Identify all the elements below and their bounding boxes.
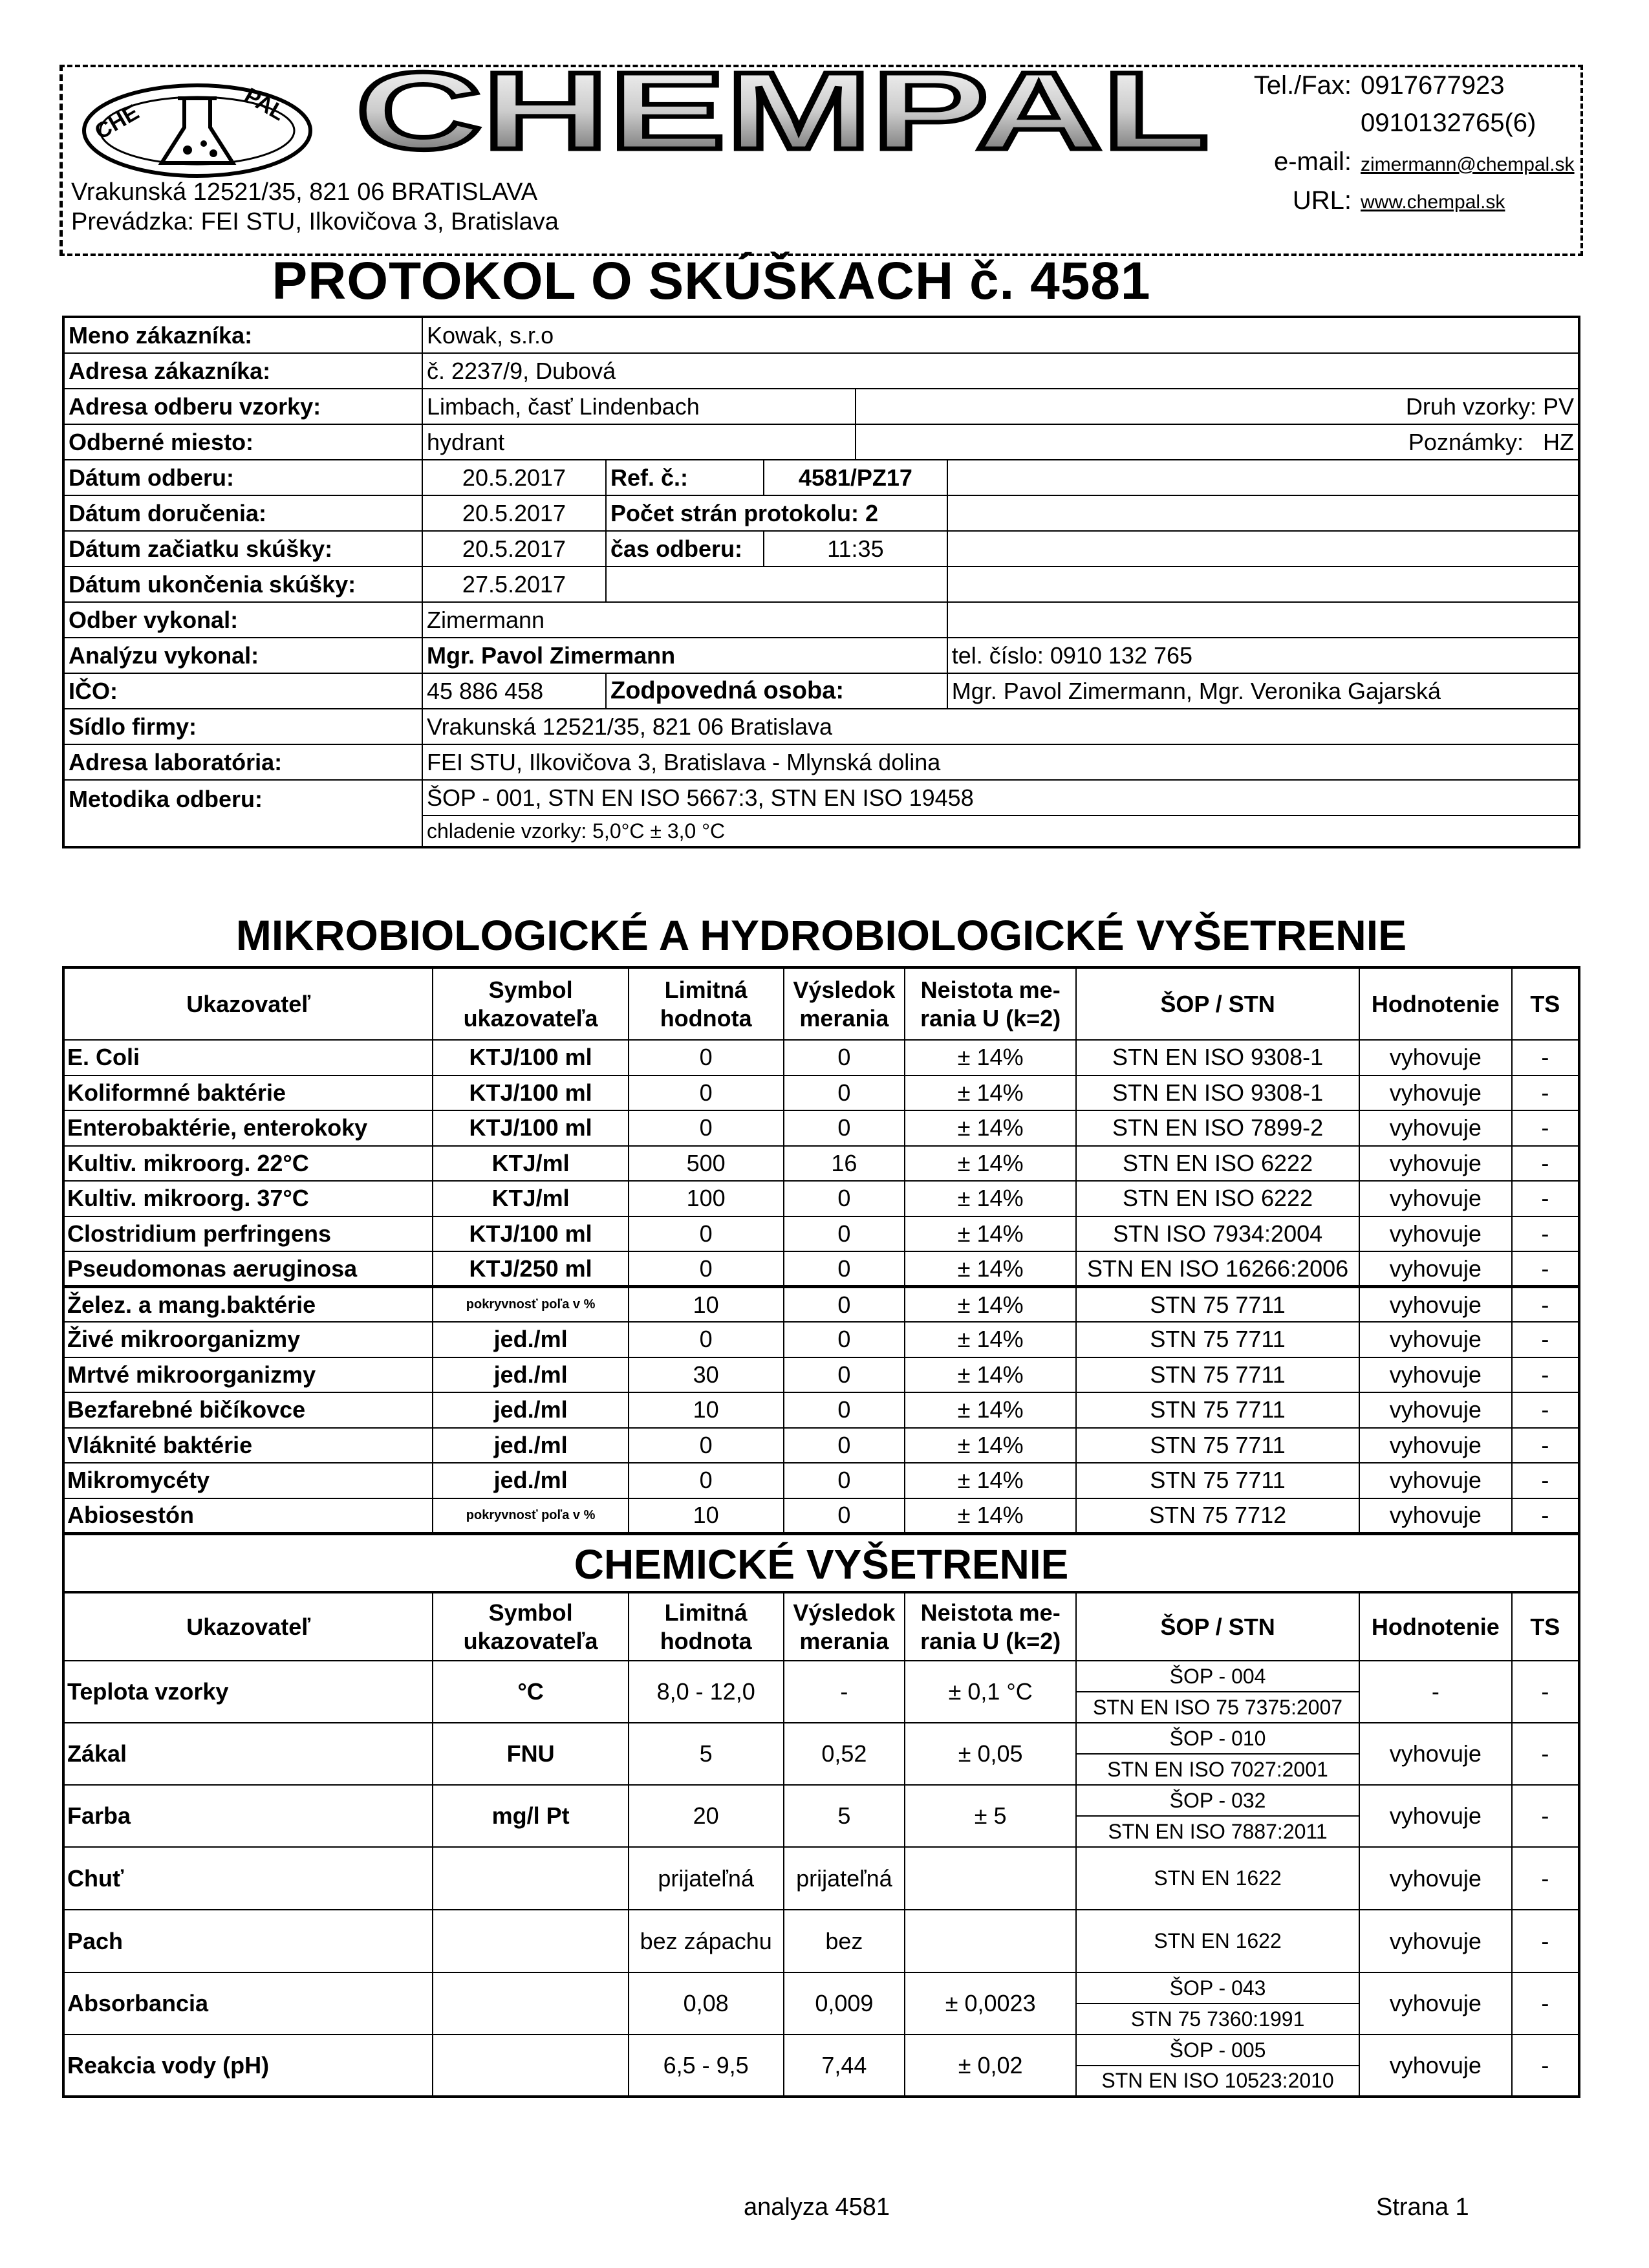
chempal-logo-emblem <box>71 72 323 182</box>
indicator-name: Želez. a mang.baktérie <box>63 1287 433 1323</box>
limit-value: 8,0 - 12,0 <box>629 1661 784 1723</box>
indicator-name: Kultiv. mikroorg. 22°C <box>63 1146 433 1182</box>
sop-standard: STN 75 7711 <box>1076 1357 1359 1393</box>
evaluation: vyhovuje <box>1359 1392 1512 1428</box>
chem-col-result <box>784 1592 905 1661</box>
uncertainty-value: ± 14% <box>905 1216 1076 1252</box>
sop-standard: STN EN ISO 9308-1 <box>1076 1040 1359 1075</box>
customer-name: Kowak, s.r.o <box>422 317 1579 353</box>
result-value: 0 <box>784 1498 905 1534</box>
footer-page-number: Strana 1 <box>1376 2194 1469 2221</box>
sop-standard: STN EN ISO 6222 <box>1076 1146 1359 1182</box>
sample-place-label: Odberné miesto: <box>63 424 422 460</box>
table-row <box>63 1146 1579 1182</box>
ico-value: 45 886 458 <box>422 673 606 709</box>
indicator-symbol: jed./ml <box>433 1322 628 1357</box>
table-row <box>63 1216 1579 1252</box>
limit-value: 0 <box>629 1075 784 1111</box>
chem-col-ts: TS <box>1512 1592 1579 1661</box>
ts-value: - <box>1512 1785 1579 1847</box>
sop-standard: STN 75 7712 <box>1076 1498 1359 1534</box>
limit-value: prijateľná <box>629 1847 784 1910</box>
chem-col-indicator: Ukazovateľ <box>63 1592 433 1661</box>
indicator-name: Teplota vzorky <box>63 1661 433 1723</box>
sop-code: ŠOP - 043 <box>1076 1972 1359 2003</box>
lab-address-label: Adresa laboratória: <box>63 744 422 780</box>
footer-analysis-id: analyza 4581 <box>744 2194 890 2221</box>
indicator-symbol: mg/l Pt <box>433 1785 628 1847</box>
limit-value: 0 <box>629 1110 784 1146</box>
col-symbol <box>433 967 628 1040</box>
email-link[interactable]: zimermann@chempal.sk <box>1361 154 1575 175</box>
limit-value: 100 <box>629 1181 784 1216</box>
sop-standard: STN 75 7711 <box>1076 1392 1359 1428</box>
table-row <box>63 1181 1579 1216</box>
sop-standard: STN EN ISO 7027:2001 <box>1076 1754 1359 1785</box>
evaluation: vyhovuje <box>1359 1498 1512 1534</box>
address-line-1: Vrakunská 12521/35, 821 06 BRATISLAVA <box>71 178 538 206</box>
sop-code: ŠOP - 005 <box>1076 2035 1359 2066</box>
analysed-by-label: Analýzu vykonal: <box>63 638 422 673</box>
result-value: 0 <box>784 1463 905 1498</box>
ts-value: - <box>1512 1910 1579 1972</box>
chem-col-limit-line1: Limitná <box>664 1599 748 1626</box>
seat-label: Sídlo firmy: <box>63 709 422 744</box>
lab-address: FEI STU, Ilkovičova 3, Bratislava - Mlynská dolina <box>422 744 1579 780</box>
indicator-name: Pach <box>63 1910 433 1972</box>
uncertainty-value: ± 14% <box>905 1357 1076 1393</box>
brand-name: CHEMPAL <box>356 65 1209 162</box>
col-indicator: Ukazovateľ <box>63 967 433 1040</box>
responsible-person: Mgr. Pavol Zimermann, Mgr. Veronika Gajarská <box>947 673 1579 709</box>
date-end-label: Dátum ukončenia skúšky: <box>63 567 422 602</box>
chem-col-sop: ŠOP / STN <box>1076 1592 1359 1661</box>
limit-value: 500 <box>629 1146 784 1182</box>
ts-value: - <box>1512 1040 1579 1075</box>
indicator-symbol: KTJ/250 ml <box>433 1251 628 1287</box>
table-row <box>63 1498 1579 1534</box>
evaluation: vyhovuje <box>1359 1181 1512 1216</box>
date-start: 20.5.2017 <box>422 531 606 567</box>
col-limit <box>629 967 784 1040</box>
time-label: čas odberu: <box>606 531 764 567</box>
sop-standard: STN EN ISO 9308-1 <box>1076 1075 1359 1111</box>
email-label: e-mail: <box>1273 147 1352 176</box>
result-value: 0 <box>784 1357 905 1393</box>
limit-value: 5 <box>629 1723 784 1785</box>
indicator-name: Absorbancia <box>63 1972 433 2035</box>
chem-col-symbol-line2: ukazovateľa <box>463 1627 598 1654</box>
result-value: bez <box>784 1910 905 1972</box>
indicator-symbol: FNU <box>433 1723 628 1785</box>
chem-col-uncertainty <box>905 1592 1076 1661</box>
indicator-name: Zákal <box>63 1723 433 1785</box>
svg-text:PAL: PAL <box>240 83 290 126</box>
table-row <box>63 1357 1579 1393</box>
uncertainty-value: ± 14% <box>905 1251 1076 1287</box>
evaluation: vyhovuje <box>1359 1075 1512 1111</box>
table-row <box>63 1322 1579 1357</box>
indicator-symbol: KTJ/100 ml <box>433 1110 628 1146</box>
uncertainty-value: ± 14% <box>905 1110 1076 1146</box>
indicator-name: Živé mikroorganizmy <box>63 1322 433 1357</box>
sop-standard: STN 75 7711 <box>1076 1428 1359 1463</box>
date-delivery-label: Dátum doručenia: <box>63 495 422 531</box>
limit-value: 0 <box>629 1040 784 1075</box>
evaluation: vyhovuje <box>1359 1146 1512 1182</box>
table-row <box>63 1075 1579 1111</box>
uncertainty-value <box>905 1910 1076 1972</box>
ref-label: Ref. č.: <box>606 460 764 495</box>
ts-value: - <box>1512 1110 1579 1146</box>
ts-value: - <box>1512 1322 1579 1357</box>
sample-place: hydrant <box>422 424 856 460</box>
table-row <box>63 1040 1579 1075</box>
method-label: Metodika odberu: <box>63 780 422 847</box>
chem-col-eval: Hodnotenie <box>1359 1592 1512 1661</box>
url-link[interactable]: www.chempal.sk <box>1361 191 1505 213</box>
evaluation: vyhovuje <box>1359 1287 1512 1323</box>
table-row <box>63 1910 1579 1972</box>
col-limit-line1: Limitná <box>664 976 748 1003</box>
table-row <box>63 1785 1579 1816</box>
sop-code: ŠOP - 032 <box>1076 1785 1359 1816</box>
uncertainty-value: ± 14% <box>905 1075 1076 1111</box>
col-result <box>784 967 905 1040</box>
evaluation: vyhovuje <box>1359 1723 1512 1785</box>
evaluation: vyhovuje <box>1359 1110 1512 1146</box>
col-ts: TS <box>1512 967 1579 1040</box>
date-delivery: 20.5.2017 <box>422 495 606 531</box>
telfax-1: 0917677923 <box>1361 71 1505 100</box>
ts-value: - <box>1512 1146 1579 1182</box>
col-result-line1: Výsledok <box>793 976 896 1003</box>
limit-value: 20 <box>629 1785 784 1847</box>
result-value: 0 <box>784 1110 905 1146</box>
customer-address-label: Adresa zákazníka: <box>63 353 422 389</box>
evaluation: vyhovuje <box>1359 2035 1512 2097</box>
indicator-name: Bezfarebné bičíkovce <box>63 1392 433 1428</box>
telfax-label: Tel./Fax: <box>1253 71 1352 100</box>
indicator-name: E. Coli <box>63 1040 433 1075</box>
sop-standard: STN 75 7360:1991 <box>1076 2003 1359 2035</box>
col-symbol-line1: Symbol <box>488 976 573 1003</box>
evaluation: vyhovuje <box>1359 1322 1512 1357</box>
ico-label: IČO: <box>63 673 422 709</box>
chem-col-symbol <box>433 1592 628 1661</box>
chem-col-symbol-line1: Symbol <box>488 1599 573 1626</box>
result-value: 0 <box>784 1392 905 1428</box>
ts-value: - <box>1512 1075 1579 1111</box>
result-value: 0 <box>784 1428 905 1463</box>
indicator-name: Reakcia vody (pH) <box>63 2035 433 2097</box>
sample-type <box>856 389 1579 424</box>
uncertainty-value: ± 14% <box>905 1322 1076 1357</box>
sop-code: STN EN 1622 <box>1076 1910 1359 1972</box>
table-row <box>63 1723 1579 1754</box>
evaluation: vyhovuje <box>1359 1040 1512 1075</box>
result-value: 0 <box>784 1181 905 1216</box>
indicator-symbol: KTJ/ml <box>433 1181 628 1216</box>
indicator-name: Mrtvé mikroorganizmy <box>63 1357 433 1393</box>
ts-value: - <box>1512 1287 1579 1323</box>
limit-value: 30 <box>629 1357 784 1393</box>
sample-type-label: Druh vzorky: <box>1405 393 1536 420</box>
result-value: 16 <box>784 1146 905 1182</box>
result-value: 0 <box>784 1075 905 1111</box>
pages-count: Počet strán protokolu: 2 <box>606 495 947 531</box>
customer-address: č. 2237/9, Dubová <box>422 353 1579 389</box>
result-value: 0,52 <box>784 1723 905 1785</box>
result-value: 0 <box>784 1040 905 1075</box>
date-start-label: Dátum začiatku skúšky: <box>63 531 422 567</box>
ts-value: - <box>1512 1357 1579 1393</box>
table-row <box>63 1110 1579 1146</box>
uncertainty-value: ± 14% <box>905 1428 1076 1463</box>
indicator-symbol: °C <box>433 1661 628 1723</box>
uncertainty-value: ± 0,0023 <box>905 1972 1076 2035</box>
uncertainty-value: ± 14% <box>905 1146 1076 1182</box>
evaluation: - <box>1359 1661 1512 1723</box>
result-value: prijateľná <box>784 1847 905 1910</box>
micro-results-table <box>62 966 1580 1535</box>
indicator-symbol <box>433 1910 628 1972</box>
result-value: 0,009 <box>784 1972 905 2035</box>
chem-col-unc-line2: rania U (k=2) <box>920 1627 1061 1654</box>
indicator-symbol: jed./ml <box>433 1392 628 1428</box>
sop-standard: STN 75 7711 <box>1076 1322 1359 1357</box>
ts-value: - <box>1512 1216 1579 1252</box>
chem-col-limit-line2: hodnota <box>660 1627 752 1654</box>
col-result-line2: merania <box>799 1004 889 1031</box>
limit-value: 0 <box>629 1216 784 1252</box>
chem-results-table <box>62 1591 1580 2098</box>
limit-value: 0 <box>629 1322 784 1357</box>
url-label: URL: <box>1292 186 1352 215</box>
col-uncertainty <box>905 967 1076 1040</box>
customer-name-label: Meno zákazníka: <box>63 317 422 353</box>
indicator-symbol: jed./ml <box>433 1463 628 1498</box>
indicator-name: Farba <box>63 1785 433 1847</box>
seat-value: Vrakunská 12521/35, 821 06 Bratislava <box>422 709 1579 744</box>
limit-value: 6,5 - 9,5 <box>629 2035 784 2097</box>
indicator-symbol: KTJ/100 ml <box>433 1040 628 1075</box>
table-row <box>63 1972 1579 2003</box>
indicator-name: Enterobaktérie, enterokoky <box>63 1110 433 1146</box>
sop-standard: STN EN ISO 75 7375:2007 <box>1076 1692 1359 1723</box>
table-row <box>63 2035 1579 2066</box>
limit-value: 10 <box>629 1498 784 1534</box>
uncertainty-value: ± 14% <box>905 1287 1076 1323</box>
limit-value: 10 <box>629 1392 784 1428</box>
ts-value: - <box>1512 1723 1579 1785</box>
indicator-symbol: KTJ/ml <box>433 1146 628 1182</box>
table-row <box>63 1428 1579 1463</box>
uncertainty-value: ± 0,02 <box>905 2035 1076 2097</box>
ref-value: 4581/PZ17 <box>764 460 947 495</box>
chem-section-title: CHEMICKÉ VYŠETRENIE <box>62 1533 1580 1592</box>
table-row <box>63 1661 1579 1692</box>
table-row <box>63 1251 1579 1287</box>
sop-standard: STN EN ISO 16266:2006 <box>1076 1251 1359 1287</box>
responsible-label: Zodpovedná osoba: <box>606 673 947 709</box>
time-value: 11:35 <box>764 531 947 567</box>
sop-standard: STN EN ISO 10523:2010 <box>1076 2066 1359 2097</box>
sample-address-label: Adresa odberu vzorky: <box>63 389 422 424</box>
result-value: 5 <box>784 1785 905 1847</box>
notes-label: Poznámky: <box>1408 428 1524 455</box>
indicator-name: Mikromycéty <box>63 1463 433 1498</box>
indicator-name: Clostridium perfringens <box>63 1216 433 1252</box>
ts-value: - <box>1512 1251 1579 1287</box>
svg-text:CHE: CHE <box>91 100 144 145</box>
sop-standard: STN 75 7711 <box>1076 1463 1359 1498</box>
indicator-name: Pseudomonas aeruginosa <box>63 1251 433 1287</box>
limit-value: 0 <box>629 1463 784 1498</box>
sop-code: STN EN 1622 <box>1076 1847 1359 1910</box>
notes <box>856 424 1579 460</box>
col-unc-line2: rania U (k=2) <box>920 1004 1061 1031</box>
customer-info-table <box>62 316 1580 848</box>
evaluation: vyhovuje <box>1359 1428 1512 1463</box>
sop-standard: STN EN ISO 7887:2011 <box>1076 1816 1359 1847</box>
result-value: 0 <box>784 1322 905 1357</box>
date-sampling: 20.5.2017 <box>422 460 606 495</box>
date-end: 27.5.2017 <box>422 567 606 602</box>
evaluation: vyhovuje <box>1359 1972 1512 2035</box>
sop-standard: STN 75 7711 <box>1076 1287 1359 1323</box>
result-value: 7,44 <box>784 2035 905 2097</box>
table-row <box>63 1463 1579 1498</box>
evaluation: vyhovuje <box>1359 1785 1512 1847</box>
brand-wordmark <box>349 65 1216 162</box>
indicator-name: Chuť <box>63 1847 433 1910</box>
chem-col-unc-line1: Neistota me- <box>920 1599 1061 1626</box>
indicator-symbol: jed./ml <box>433 1357 628 1393</box>
ts-value: - <box>1512 1498 1579 1534</box>
uncertainty-value: ± 14% <box>905 1498 1076 1534</box>
limit-value: 0,08 <box>629 1972 784 2035</box>
cooling-note: chladenie vzorky: 5,0°C ± 3,0 °C <box>422 815 1579 847</box>
method-value: ŠOP - 001, STN EN ISO 5667:3, STN EN ISO 19458 <box>422 780 1579 815</box>
indicator-symbol <box>433 1847 628 1910</box>
address-line-2: Prevádzka: FEI STU, Ilkovičova 3, Bratislava <box>71 208 559 235</box>
limit-value: 0 <box>629 1251 784 1287</box>
uncertainty-value: ± 14% <box>905 1392 1076 1428</box>
indicator-symbol: pokryvnosť poľa v % <box>433 1498 628 1534</box>
sampled-by: Zimermann <box>422 602 947 638</box>
sample-type-value: PV <box>1542 393 1574 420</box>
indicator-name: Kultiv. mikroorg. 37°C <box>63 1181 433 1216</box>
ts-value: - <box>1512 1661 1579 1723</box>
analysed-by: Mgr. Pavol Zimermann <box>422 638 947 673</box>
uncertainty-value: ± 0,05 <box>905 1723 1076 1785</box>
col-eval: Hodnotenie <box>1359 967 1512 1040</box>
sop-standard: STN EN ISO 7899-2 <box>1076 1110 1359 1146</box>
date-sampling-label: Dátum odberu: <box>63 460 422 495</box>
evaluation: vyhovuje <box>1359 1847 1512 1910</box>
uncertainty-value: ± 14% <box>905 1181 1076 1216</box>
uncertainty-value: ± 5 <box>905 1785 1076 1847</box>
sop-code: ŠOP - 004 <box>1076 1661 1359 1692</box>
limit-value: bez zápachu <box>629 1910 784 1972</box>
ts-value: - <box>1512 1847 1579 1910</box>
sop-standard: STN EN ISO 6222 <box>1076 1181 1359 1216</box>
uncertainty-value <box>905 1847 1076 1910</box>
col-symbol-line2: ukazovateľa <box>463 1004 598 1031</box>
indicator-symbol: pokryvnosť poľa v % <box>433 1287 628 1323</box>
limit-value: 0 <box>629 1428 784 1463</box>
uncertainty-value: ± 14% <box>905 1463 1076 1498</box>
col-unc-line1: Neistota me- <box>920 976 1061 1003</box>
ts-value: - <box>1512 1463 1579 1498</box>
indicator-name: Koliformné baktérie <box>63 1075 433 1111</box>
evaluation: vyhovuje <box>1359 1910 1512 1972</box>
result-value: 0 <box>784 1216 905 1252</box>
ts-value: - <box>1512 1972 1579 2035</box>
uncertainty-value: ± 0,1 °C <box>905 1661 1076 1723</box>
table-row <box>63 1392 1579 1428</box>
micro-section-title: MIKROBIOLOGICKÉ A HYDROBIOLOGICKÉ VYŠETRENIE <box>235 911 1407 959</box>
indicator-name: Vláknité baktérie <box>63 1428 433 1463</box>
evaluation: vyhovuje <box>1359 1216 1512 1252</box>
chem-col-result-line2: merania <box>799 1627 889 1654</box>
table-row <box>63 1847 1579 1910</box>
ts-value: - <box>1512 1392 1579 1428</box>
chem-col-result-line1: Výsledok <box>793 1599 896 1626</box>
result-value: 0 <box>784 1251 905 1287</box>
sop-code: ŠOP - 010 <box>1076 1723 1359 1754</box>
evaluation: vyhovuje <box>1359 1251 1512 1287</box>
ts-value: - <box>1512 1428 1579 1463</box>
ts-value: - <box>1512 1181 1579 1216</box>
phone-number: tel. číslo: 0910 132 765 <box>947 638 1579 673</box>
chem-col-limit <box>629 1592 784 1661</box>
col-sop: ŠOP / STN <box>1076 967 1359 1040</box>
evaluation: vyhovuje <box>1359 1463 1512 1498</box>
col-limit-line2: hodnota <box>660 1004 752 1031</box>
ts-value: - <box>1512 2035 1579 2097</box>
limit-value: 10 <box>629 1287 784 1323</box>
evaluation: vyhovuje <box>1359 1357 1512 1393</box>
result-value: 0 <box>784 1287 905 1323</box>
indicator-symbol <box>433 2035 628 2097</box>
table-row <box>63 1287 1579 1323</box>
indicator-name: Abiosestón <box>63 1498 433 1534</box>
uncertainty-value: ± 14% <box>905 1040 1076 1075</box>
telfax-2: 0910132765(6) <box>1361 109 1536 137</box>
indicator-symbol: jed./ml <box>433 1428 628 1463</box>
indicator-symbol: KTJ/100 ml <box>433 1216 628 1252</box>
sop-standard: STN ISO 7934:2004 <box>1076 1216 1359 1252</box>
sampled-by-label: Odber vykonal: <box>63 602 422 638</box>
indicator-symbol: KTJ/100 ml <box>433 1075 628 1111</box>
notes-value: HZ <box>1543 428 1574 455</box>
result-value: - <box>784 1661 905 1723</box>
sample-address: Limbach, časť Lindenbach <box>422 389 856 424</box>
protocol-title: PROTOKOL O SKÚŠKACH č. 4581 <box>272 252 1151 310</box>
indicator-symbol <box>433 1972 628 2035</box>
